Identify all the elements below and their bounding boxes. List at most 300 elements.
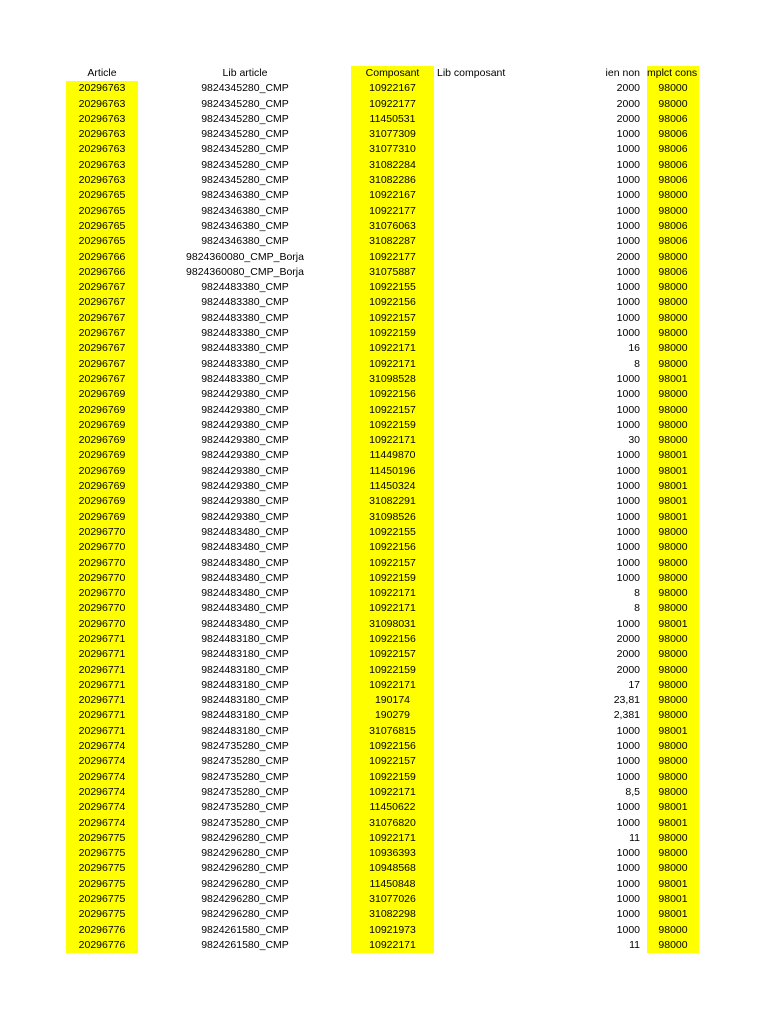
lib-article-cell[interactable]: 9824346380_CMP [201, 235, 289, 248]
lib-composant-cell[interactable] [437, 892, 557, 907]
lib-composant-cell[interactable] [437, 861, 557, 876]
quantity-cell[interactable]: 2000 [616, 112, 640, 125]
lib-composant-cell[interactable] [437, 693, 557, 708]
lib-composant-cell[interactable] [437, 831, 557, 846]
composant-cell[interactable]: 190279 [351, 708, 434, 723]
lib-article-cell[interactable]: 9824261580_CMP [201, 938, 289, 951]
article-cell[interactable]: 20296763 [66, 97, 138, 112]
article-cell[interactable]: 20296763 [66, 158, 138, 173]
article-cell[interactable]: 20296767 [66, 311, 138, 326]
article-cell[interactable]: 20296769 [66, 448, 138, 463]
lib-composant-cell[interactable] [437, 158, 557, 173]
lib-article-cell[interactable]: 9824345280_CMP [201, 82, 289, 95]
cons-cell[interactable]: 98000 [647, 387, 699, 402]
lib-composant-cell[interactable] [437, 816, 557, 831]
quantity-cell[interactable]: 1000 [616, 464, 640, 477]
lib-article-cell[interactable]: 9824735280_CMP [201, 740, 289, 753]
article-cell[interactable]: 20296775 [66, 846, 138, 861]
cons-cell[interactable]: 98000 [647, 525, 699, 540]
lib-composant-cell[interactable] [437, 479, 557, 494]
lib-article-cell[interactable]: 9824483380_CMP [201, 372, 289, 385]
quantity-cell[interactable]: 1000 [616, 128, 640, 141]
cons-cell[interactable]: 98000 [647, 770, 699, 785]
lib-composant-cell[interactable] [437, 387, 557, 402]
lib-article-cell[interactable]: 9824483380_CMP [201, 357, 289, 370]
composant-cell[interactable]: 10922177 [351, 97, 434, 112]
cons-cell[interactable]: 98006 [647, 142, 699, 157]
header-lib-composant[interactable]: Lib composant [437, 67, 506, 79]
composant-cell[interactable]: 10922171 [351, 341, 434, 356]
article-cell[interactable]: 20296763 [66, 127, 138, 142]
cons-cell[interactable]: 98006 [647, 219, 699, 234]
lib-composant-cell[interactable] [437, 448, 557, 463]
lib-article-cell[interactable]: 9824346380_CMP [201, 204, 289, 217]
quantity-cell[interactable]: 1000 [616, 265, 640, 278]
cons-cell[interactable]: 98000 [647, 418, 699, 433]
lib-article-cell[interactable]: 9824483480_CMP [201, 556, 289, 569]
lib-composant-cell[interactable] [437, 357, 557, 372]
lib-composant-cell[interactable] [437, 219, 557, 234]
cons-cell[interactable]: 98000 [647, 188, 699, 203]
article-cell[interactable]: 20296771 [66, 647, 138, 662]
lib-composant-cell[interactable] [437, 81, 557, 96]
lib-article-cell[interactable]: 9824483380_CMP [201, 327, 289, 340]
cons-cell[interactable]: 98000 [647, 311, 699, 326]
cons-cell[interactable]: 98000 [647, 540, 699, 555]
lib-composant-cell[interactable] [437, 617, 557, 632]
lib-article-cell[interactable]: 9824345280_CMP [201, 128, 289, 141]
composant-cell[interactable]: 10922171 [351, 433, 434, 448]
lib-composant-cell[interactable] [437, 663, 557, 678]
lib-composant-cell[interactable] [437, 433, 557, 448]
lib-article-cell[interactable]: 9824429380_CMP [201, 388, 289, 401]
article-cell[interactable]: 20296767 [66, 326, 138, 341]
article-cell[interactable]: 20296774 [66, 800, 138, 815]
lib-composant-cell[interactable] [437, 372, 557, 387]
quantity-cell[interactable]: 8 [634, 602, 640, 615]
article-cell[interactable]: 20296775 [66, 861, 138, 876]
cons-cell[interactable]: 98000 [647, 663, 699, 678]
lib-composant-cell[interactable] [437, 923, 557, 938]
quantity-cell[interactable]: 1000 [616, 281, 640, 294]
cons-cell[interactable]: 98001 [647, 892, 699, 907]
cons-cell[interactable]: 98000 [647, 556, 699, 571]
lib-article-cell[interactable]: 9824735280_CMP [201, 785, 289, 798]
article-cell[interactable]: 20296765 [66, 219, 138, 234]
quantity-cell[interactable]: 1000 [616, 908, 640, 921]
article-cell[interactable]: 20296766 [66, 265, 138, 280]
cons-cell[interactable]: 98000 [647, 280, 699, 295]
cons-cell[interactable]: 98000 [647, 739, 699, 754]
cons-cell[interactable]: 98000 [647, 861, 699, 876]
lib-article-cell[interactable]: 9824296280_CMP [201, 908, 289, 921]
cons-cell[interactable]: 98000 [647, 433, 699, 448]
composant-cell[interactable]: 31082286 [351, 173, 434, 188]
cons-cell[interactable]: 98006 [647, 127, 699, 142]
lib-composant-cell[interactable] [437, 877, 557, 892]
composant-cell[interactable]: 10922167 [351, 81, 434, 96]
article-cell[interactable]: 20296766 [66, 250, 138, 265]
lib-article-cell[interactable]: 9824296280_CMP [201, 877, 289, 890]
composant-cell[interactable]: 31077026 [351, 892, 434, 907]
composant-cell[interactable]: 31098528 [351, 372, 434, 387]
quantity-cell[interactable]: 1000 [616, 372, 640, 385]
article-cell[interactable]: 20296775 [66, 831, 138, 846]
cons-cell[interactable]: 98000 [647, 97, 699, 112]
lib-article-cell[interactable]: 9824429380_CMP [201, 449, 289, 462]
quantity-cell[interactable]: 1000 [616, 219, 640, 232]
article-cell[interactable]: 20296769 [66, 418, 138, 433]
composant-cell[interactable]: 10922157 [351, 311, 434, 326]
article-cell[interactable]: 20296769 [66, 479, 138, 494]
composant-cell[interactable]: 31077310 [351, 142, 434, 157]
cons-cell[interactable]: 98001 [647, 877, 699, 892]
lib-composant-cell[interactable] [437, 907, 557, 922]
quantity-cell[interactable]: 1000 [616, 403, 640, 416]
article-cell[interactable]: 20296770 [66, 540, 138, 555]
lib-composant-cell[interactable] [437, 525, 557, 540]
lib-composant-cell[interactable] [437, 571, 557, 586]
cons-cell[interactable]: 98000 [647, 846, 699, 861]
article-cell[interactable]: 20296770 [66, 601, 138, 616]
lib-article-cell[interactable]: 9824296280_CMP [201, 862, 289, 875]
lib-article-cell[interactable]: 9824429380_CMP [201, 464, 289, 477]
composant-cell[interactable]: 10922157 [351, 754, 434, 769]
article-cell[interactable]: 20296776 [66, 938, 138, 953]
lib-article-cell[interactable]: 9824483180_CMP [201, 694, 289, 707]
composant-cell[interactable]: 10922156 [351, 739, 434, 754]
article-cell[interactable]: 20296771 [66, 693, 138, 708]
lib-composant-cell[interactable] [437, 234, 557, 249]
article-cell[interactable]: 20296769 [66, 403, 138, 418]
article-cell[interactable]: 20296771 [66, 708, 138, 723]
quantity-cell[interactable]: 1000 [616, 770, 640, 783]
quantity-cell[interactable]: 1000 [616, 724, 640, 737]
quantity-cell[interactable]: 1000 [616, 847, 640, 860]
lib-article-cell[interactable]: 9824296280_CMP [201, 893, 289, 906]
header-cons[interactable]: mplct cons [647, 66, 699, 81]
quantity-cell[interactable]: 2000 [616, 632, 640, 645]
quantity-cell[interactable]: 1000 [616, 816, 640, 829]
quantity-cell[interactable]: 1000 [616, 862, 640, 875]
composant-cell[interactable]: 10922159 [351, 663, 434, 678]
article-cell[interactable]: 20296776 [66, 923, 138, 938]
composant-cell[interactable]: 31082298 [351, 907, 434, 922]
article-cell[interactable]: 20296774 [66, 785, 138, 800]
lib-composant-cell[interactable] [437, 647, 557, 662]
lib-composant-cell[interactable] [437, 601, 557, 616]
lib-article-cell[interactable]: 9824429380_CMP [201, 434, 289, 447]
cons-cell[interactable]: 98006 [647, 265, 699, 280]
lib-composant-cell[interactable] [437, 418, 557, 433]
lib-article-cell[interactable]: 9824345280_CMP [201, 174, 289, 187]
cons-cell[interactable]: 98001 [647, 800, 699, 815]
lib-composant-cell[interactable] [437, 678, 557, 693]
composant-cell[interactable]: 10922171 [351, 938, 434, 953]
composant-cell[interactable]: 10922171 [351, 586, 434, 601]
cons-cell[interactable]: 98001 [647, 372, 699, 387]
lib-article-cell[interactable]: 9824345280_CMP [201, 158, 289, 171]
article-cell[interactable]: 20296767 [66, 280, 138, 295]
article-cell[interactable]: 20296763 [66, 173, 138, 188]
composant-cell[interactable]: 190174 [351, 693, 434, 708]
quantity-cell[interactable]: 1000 [616, 541, 640, 554]
lib-article-cell[interactable]: 9824483380_CMP [201, 281, 289, 294]
article-cell[interactable]: 20296769 [66, 494, 138, 509]
lib-article-cell[interactable]: 9824483380_CMP [201, 342, 289, 355]
quantity-cell[interactable]: 1000 [616, 189, 640, 202]
lib-composant-cell[interactable] [437, 754, 557, 769]
article-cell[interactable]: 20296771 [66, 632, 138, 647]
quantity-cell[interactable]: 1000 [616, 296, 640, 309]
article-cell[interactable]: 20296771 [66, 678, 138, 693]
quantity-cell[interactable]: 1000 [616, 143, 640, 156]
lib-article-cell[interactable]: 9824346380_CMP [201, 219, 289, 232]
quantity-cell[interactable]: 1000 [616, 327, 640, 340]
lib-composant-cell[interactable] [437, 708, 557, 723]
article-cell[interactable]: 20296767 [66, 357, 138, 372]
article-cell[interactable]: 20296763 [66, 81, 138, 96]
article-cell[interactable]: 20296775 [66, 892, 138, 907]
article-cell[interactable]: 20296775 [66, 907, 138, 922]
lib-article-cell[interactable]: 9824296280_CMP [201, 847, 289, 860]
quantity-cell[interactable]: 2000 [616, 82, 640, 95]
lib-composant-cell[interactable] [437, 556, 557, 571]
composant-cell[interactable]: 11450848 [351, 877, 434, 892]
quantity-cell[interactable]: 1000 [616, 510, 640, 523]
composant-cell[interactable]: 10936393 [351, 846, 434, 861]
cons-cell[interactable]: 98001 [647, 510, 699, 525]
composant-cell[interactable]: 10922177 [351, 204, 434, 219]
lib-article-cell[interactable]: 9824483180_CMP [201, 724, 289, 737]
lib-article-cell[interactable]: 9824345280_CMP [201, 112, 289, 125]
quantity-cell[interactable]: 1000 [616, 158, 640, 171]
lib-article-cell[interactable]: 9824345280_CMP [201, 143, 289, 156]
article-cell[interactable]: 20296770 [66, 556, 138, 571]
quantity-cell[interactable]: 1000 [616, 877, 640, 890]
header-quantity[interactable]: ien non [605, 67, 640, 79]
composant-cell[interactable]: 10922155 [351, 525, 434, 540]
article-cell[interactable]: 20296774 [66, 754, 138, 769]
cons-cell[interactable]: 98001 [647, 907, 699, 922]
lib-composant-cell[interactable] [437, 510, 557, 525]
quantity-cell[interactable]: 2,381 [613, 709, 640, 722]
lib-article-cell[interactable]: 9824483480_CMP [201, 587, 289, 600]
lib-article-cell[interactable]: 9824360080_CMP_Borja [186, 250, 304, 263]
composant-cell[interactable]: 10922157 [351, 647, 434, 662]
quantity-cell[interactable]: 1000 [616, 480, 640, 493]
cons-cell[interactable]: 98000 [647, 571, 699, 586]
cons-cell[interactable]: 98000 [647, 250, 699, 265]
composant-cell[interactable]: 31098031 [351, 617, 434, 632]
header-composant[interactable]: Composant [351, 66, 434, 81]
cons-cell[interactable]: 98000 [647, 204, 699, 219]
lib-article-cell[interactable]: 9824735280_CMP [201, 770, 289, 783]
lib-article-cell[interactable]: 9824483180_CMP [201, 709, 289, 722]
composant-cell[interactable]: 11450622 [351, 800, 434, 815]
composant-cell[interactable]: 10922171 [351, 785, 434, 800]
composant-cell[interactable]: 10922159 [351, 571, 434, 586]
lib-article-cell[interactable]: 9824735280_CMP [201, 755, 289, 768]
composant-cell[interactable]: 10922156 [351, 632, 434, 647]
quantity-cell[interactable]: 1000 [616, 740, 640, 753]
lib-article-cell[interactable]: 9824345280_CMP [201, 97, 289, 110]
article-cell[interactable]: 20296767 [66, 295, 138, 310]
quantity-cell[interactable]: 11 [629, 938, 640, 951]
lib-article-cell[interactable]: 9824483180_CMP [201, 648, 289, 661]
lib-composant-cell[interactable] [437, 540, 557, 555]
quantity-cell[interactable]: 1000 [616, 893, 640, 906]
cons-cell[interactable]: 98001 [647, 617, 699, 632]
lib-composant-cell[interactable] [437, 188, 557, 203]
lib-article-cell[interactable]: 9824483480_CMP [201, 617, 289, 630]
article-cell[interactable]: 20296763 [66, 112, 138, 127]
article-cell[interactable]: 20296765 [66, 204, 138, 219]
composant-cell[interactable]: 11450196 [351, 464, 434, 479]
article-cell[interactable]: 20296769 [66, 387, 138, 402]
cons-cell[interactable]: 98000 [647, 632, 699, 647]
lib-composant-cell[interactable] [437, 326, 557, 341]
article-cell[interactable]: 20296771 [66, 724, 138, 739]
lib-article-cell[interactable]: 9824483480_CMP [201, 602, 289, 615]
lib-article-cell[interactable]: 9824483480_CMP [201, 541, 289, 554]
composant-cell[interactable]: 10922156 [351, 540, 434, 555]
quantity-cell[interactable]: 2000 [616, 250, 640, 263]
lib-composant-cell[interactable] [437, 280, 557, 295]
lib-composant-cell[interactable] [437, 311, 557, 326]
lib-composant-cell[interactable] [437, 770, 557, 785]
lib-article-cell[interactable]: 9824429380_CMP [201, 403, 289, 416]
composant-cell[interactable]: 31082284 [351, 158, 434, 173]
cons-cell[interactable]: 98006 [647, 158, 699, 173]
composant-cell[interactable]: 31098526 [351, 510, 434, 525]
lib-composant-cell[interactable] [437, 464, 557, 479]
lib-article-cell[interactable]: 9824483380_CMP [201, 311, 289, 324]
cons-cell[interactable]: 98000 [647, 601, 699, 616]
composant-cell[interactable]: 10948568 [351, 861, 434, 876]
cons-cell[interactable]: 98000 [647, 403, 699, 418]
quantity-cell[interactable]: 16 [628, 342, 640, 355]
composant-cell[interactable]: 10922159 [351, 770, 434, 785]
lib-article-cell[interactable]: 9824429380_CMP [201, 418, 289, 431]
lib-composant-cell[interactable] [437, 173, 557, 188]
lib-composant-cell[interactable] [437, 127, 557, 142]
quantity-cell[interactable]: 1000 [616, 495, 640, 508]
article-cell[interactable]: 20296774 [66, 816, 138, 831]
composant-cell[interactable]: 10922159 [351, 326, 434, 341]
composant-cell[interactable]: 10922156 [351, 295, 434, 310]
lib-article-cell[interactable]: 9824735280_CMP [201, 816, 289, 829]
cons-cell[interactable]: 98000 [647, 341, 699, 356]
lib-composant-cell[interactable] [437, 265, 557, 280]
composant-cell[interactable]: 10921973 [351, 923, 434, 938]
cons-cell[interactable]: 98000 [647, 326, 699, 341]
composant-cell[interactable]: 31075887 [351, 265, 434, 280]
composant-cell[interactable]: 31076820 [351, 816, 434, 831]
quantity-cell[interactable]: 1000 [616, 388, 640, 401]
quantity-cell[interactable]: 1000 [616, 174, 640, 187]
quantity-cell[interactable]: 23,81 [613, 694, 640, 707]
article-cell[interactable]: 20296770 [66, 617, 138, 632]
cons-cell[interactable]: 98000 [647, 295, 699, 310]
quantity-cell[interactable]: 2000 [616, 648, 640, 661]
composant-cell[interactable]: 10922171 [351, 601, 434, 616]
composant-cell[interactable]: 31076815 [351, 724, 434, 739]
composant-cell[interactable]: 31076063 [351, 219, 434, 234]
lib-composant-cell[interactable] [437, 724, 557, 739]
lib-article-cell[interactable]: 9824429380_CMP [201, 495, 289, 508]
lib-article-cell[interactable]: 9824483180_CMP [201, 632, 289, 645]
article-cell[interactable]: 20296774 [66, 770, 138, 785]
composant-cell[interactable]: 10922157 [351, 403, 434, 418]
lib-composant-cell[interactable] [437, 739, 557, 754]
quantity-cell[interactable]: 1000 [616, 311, 640, 324]
article-cell[interactable]: 20296767 [66, 372, 138, 387]
lib-composant-cell[interactable] [437, 494, 557, 509]
article-cell[interactable]: 20296771 [66, 663, 138, 678]
lib-article-cell[interactable]: 9824735280_CMP [201, 801, 289, 814]
quantity-cell[interactable]: 2000 [616, 97, 640, 110]
lib-composant-cell[interactable] [437, 586, 557, 601]
cons-cell[interactable]: 98001 [647, 464, 699, 479]
lib-composant-cell[interactable] [437, 785, 557, 800]
cons-cell[interactable]: 98000 [647, 708, 699, 723]
quantity-cell[interactable]: 1000 [616, 525, 640, 538]
composant-cell[interactable]: 11450324 [351, 479, 434, 494]
quantity-cell[interactable]: 1000 [616, 617, 640, 630]
cons-cell[interactable]: 98000 [647, 678, 699, 693]
composant-cell[interactable]: 10922157 [351, 556, 434, 571]
quantity-cell[interactable]: 1000 [616, 801, 640, 814]
composant-cell[interactable]: 10922171 [351, 678, 434, 693]
cons-cell[interactable]: 98006 [647, 112, 699, 127]
cons-cell[interactable]: 98000 [647, 938, 699, 953]
lib-article-cell[interactable]: 9824483380_CMP [201, 296, 289, 309]
quantity-cell[interactable]: 30 [628, 434, 640, 447]
quantity-cell[interactable]: 2000 [616, 663, 640, 676]
lib-composant-cell[interactable] [437, 204, 557, 219]
cons-cell[interactable]: 98001 [647, 448, 699, 463]
cons-cell[interactable]: 98001 [647, 479, 699, 494]
composant-cell[interactable]: 10922159 [351, 418, 434, 433]
lib-article-cell[interactable]: 9824360080_CMP_Borja [186, 265, 304, 278]
article-cell[interactable]: 20296770 [66, 571, 138, 586]
lib-article-cell[interactable]: 9824483480_CMP [201, 525, 289, 538]
quantity-cell[interactable]: 17 [628, 678, 640, 691]
article-cell[interactable]: 20296774 [66, 739, 138, 754]
cons-cell[interactable]: 98000 [647, 923, 699, 938]
quantity-cell[interactable]: 1000 [616, 235, 640, 248]
quantity-cell[interactable]: 1000 [616, 755, 640, 768]
lib-composant-cell[interactable] [437, 97, 557, 112]
lib-composant-cell[interactable] [437, 250, 557, 265]
lib-article-cell[interactable]: 9824483180_CMP [201, 663, 289, 676]
lib-composant-cell[interactable] [437, 341, 557, 356]
quantity-cell[interactable]: 8,5 [625, 785, 640, 798]
article-cell[interactable]: 20296770 [66, 525, 138, 540]
quantity-cell[interactable]: 1000 [616, 418, 640, 431]
composant-cell[interactable]: 31077309 [351, 127, 434, 142]
composant-cell[interactable]: 31082287 [351, 234, 434, 249]
lib-article-cell[interactable]: 9824483180_CMP [201, 678, 289, 691]
cons-cell[interactable]: 98006 [647, 173, 699, 188]
article-cell[interactable]: 20296763 [66, 142, 138, 157]
lib-composant-cell[interactable] [437, 403, 557, 418]
cons-cell[interactable]: 98001 [647, 724, 699, 739]
article-cell[interactable]: 20296765 [66, 234, 138, 249]
lib-article-cell[interactable]: 9824346380_CMP [201, 189, 289, 202]
quantity-cell[interactable]: 8 [634, 587, 640, 600]
